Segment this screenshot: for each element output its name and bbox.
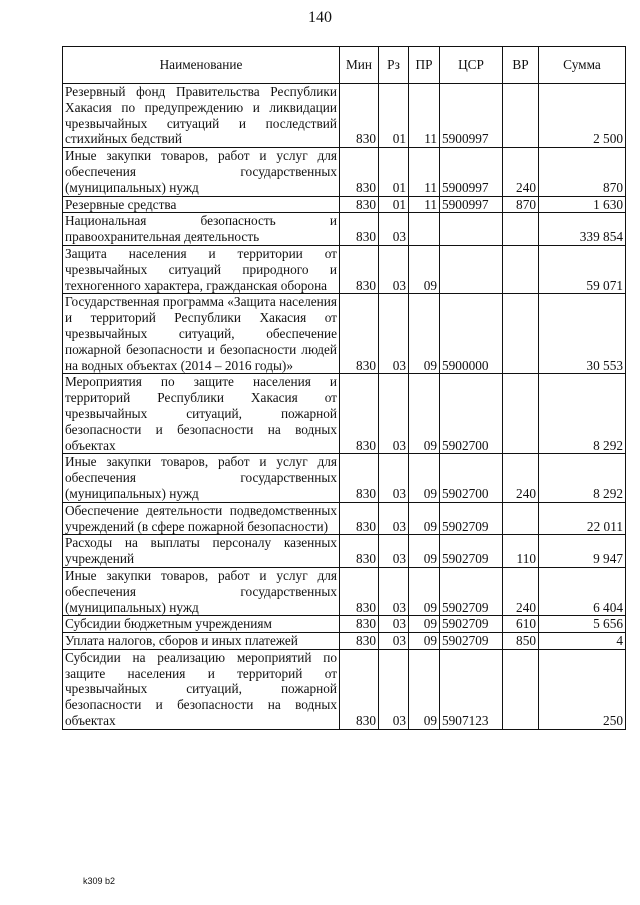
row-pr xyxy=(409,213,440,246)
row-min: 830 xyxy=(340,213,379,246)
row-min: 830 xyxy=(340,633,379,650)
row-rz: 03 xyxy=(379,649,409,729)
row-rz: 03 xyxy=(379,616,409,633)
row-sum: 870 xyxy=(539,148,626,196)
row-sum: 5 656 xyxy=(539,616,626,633)
row-rz: 03 xyxy=(379,567,409,615)
header-name: Наименование xyxy=(63,47,340,84)
row-csr: 5900997 xyxy=(440,148,503,196)
table-row xyxy=(63,374,626,454)
header-min: Мин xyxy=(340,47,379,84)
row-rz: 01 xyxy=(379,196,409,213)
row-vr: 240 xyxy=(503,454,539,502)
row-rz: 03 xyxy=(379,294,409,374)
row-pr: 09 xyxy=(409,245,440,293)
table-row xyxy=(63,245,626,293)
row-min: 830 xyxy=(340,567,379,615)
row-min: 830 xyxy=(340,84,379,148)
row-csr: 5900997 xyxy=(440,196,503,213)
row-rz: 01 xyxy=(379,84,409,148)
row-rz: 03 xyxy=(379,502,409,535)
row-pr: 09 xyxy=(409,502,440,535)
row-csr: 5902709 xyxy=(440,502,503,535)
row-name: Субсидии бюджетным учреждениям xyxy=(63,616,340,633)
row-csr: 5902709 xyxy=(440,567,503,615)
row-csr: 5900997 xyxy=(440,84,503,148)
footer-code: k309 b2 xyxy=(83,876,116,886)
row-min: 830 xyxy=(340,374,379,454)
row-sum: 250 xyxy=(539,649,626,729)
header-pr: ПР xyxy=(409,47,440,84)
row-csr: 5902700 xyxy=(440,454,503,502)
table-row xyxy=(63,84,626,148)
row-rz: 03 xyxy=(379,374,409,454)
page-number: 140 xyxy=(308,9,332,26)
row-sum: 4 xyxy=(539,633,626,650)
row-vr xyxy=(503,213,539,246)
row-pr: 09 xyxy=(409,294,440,374)
row-pr: 09 xyxy=(409,454,440,502)
row-pr: 09 xyxy=(409,649,440,729)
row-min: 830 xyxy=(340,148,379,196)
row-name: Резервный фонд Правительства Республики Хакасия по предупреждению и ликвидации чрезвычайных ситуаций и последствий стихийных бедствий xyxy=(63,84,340,148)
row-min: 830 xyxy=(340,502,379,535)
row-sum: 8 292 xyxy=(539,374,626,454)
row-name: Резервные средства xyxy=(63,196,340,213)
row-vr xyxy=(503,649,539,729)
row-csr xyxy=(440,213,503,246)
row-rz: 03 xyxy=(379,633,409,650)
row-name: Уплата налогов, сборов и иных платежей xyxy=(63,633,340,650)
row-vr: 870 xyxy=(503,196,539,213)
row-vr xyxy=(503,374,539,454)
row-min: 830 xyxy=(340,616,379,633)
header-sum: Сумма xyxy=(539,47,626,84)
row-sum: 8 292 xyxy=(539,454,626,502)
row-name: Национальная безопасность и правоохранительная деятельность xyxy=(63,213,340,246)
row-name: Субсидии на реализацию мероприятий по защите населения и территорий от чрезвычайных ситуаций, пожарной безопасности и безопасности на водных объектах xyxy=(63,649,340,729)
row-min: 830 xyxy=(340,535,379,568)
row-sum: 59 071 xyxy=(539,245,626,293)
row-name: Иные закупки товаров, работ и услуг для обеспечения государственных (муниципальных) нужд xyxy=(63,148,340,196)
table-row xyxy=(63,294,626,374)
table-row xyxy=(63,535,626,568)
row-pr: 09 xyxy=(409,374,440,454)
row-vr: 110 xyxy=(503,535,539,568)
row-vr xyxy=(503,294,539,374)
table-row xyxy=(63,616,626,633)
row-min: 830 xyxy=(340,294,379,374)
row-vr: 850 xyxy=(503,633,539,650)
row-vr: 610 xyxy=(503,616,539,633)
row-csr xyxy=(440,245,503,293)
row-name: Государственная программа «Защита населения и территорий Республики Хакасия от чрезвычайных ситуаций, обеспечение пожарной безопасности и безопасности людей на водных объектах (2014 – 2016 годы)» xyxy=(63,294,340,374)
row-pr: 09 xyxy=(409,633,440,650)
header-rz: Рз xyxy=(379,47,409,84)
row-vr xyxy=(503,502,539,535)
table-row xyxy=(63,633,626,650)
row-csr: 5902700 xyxy=(440,374,503,454)
row-pr: 11 xyxy=(409,148,440,196)
row-pr: 09 xyxy=(409,535,440,568)
row-name: Расходы на выплаты персоналу казенных учреждений xyxy=(63,535,340,568)
row-pr: 11 xyxy=(409,196,440,213)
row-vr xyxy=(503,84,539,148)
row-csr: 5900000 xyxy=(440,294,503,374)
row-min: 830 xyxy=(340,649,379,729)
row-sum: 30 553 xyxy=(539,294,626,374)
table-row xyxy=(63,213,626,246)
table-row xyxy=(63,454,626,502)
row-sum: 6 404 xyxy=(539,567,626,615)
row-rz: 03 xyxy=(379,535,409,568)
table-header-row xyxy=(63,47,626,84)
row-rz: 03 xyxy=(379,213,409,246)
row-sum: 9 947 xyxy=(539,535,626,568)
row-sum: 22 011 xyxy=(539,502,626,535)
row-csr: 5902709 xyxy=(440,633,503,650)
row-pr: 09 xyxy=(409,616,440,633)
header-csr: ЦСР xyxy=(440,47,503,84)
row-sum: 2 500 xyxy=(539,84,626,148)
row-min: 830 xyxy=(340,245,379,293)
row-rz: 03 xyxy=(379,454,409,502)
row-pr: 09 xyxy=(409,567,440,615)
row-csr: 5902709 xyxy=(440,616,503,633)
row-vr: 240 xyxy=(503,148,539,196)
row-min: 830 xyxy=(340,454,379,502)
row-name: Обеспечение деятельности подведомственных учреждений (в сфере пожарной безопасности) xyxy=(63,502,340,535)
header-vr: ВР xyxy=(503,47,539,84)
table-row xyxy=(63,567,626,615)
row-csr: 5902709 xyxy=(440,535,503,568)
row-vr xyxy=(503,245,539,293)
table-row xyxy=(63,649,626,729)
table-row xyxy=(63,196,626,213)
budget-table xyxy=(62,46,626,730)
row-rz: 03 xyxy=(379,245,409,293)
row-sum: 1 630 xyxy=(539,196,626,213)
row-vr: 240 xyxy=(503,567,539,615)
row-name: Мероприятия по защите населения и территорий Республики Хакасия от чрезвычайных ситуаций, пожарной безопасности и безопасности на водных объектах xyxy=(63,374,340,454)
table-row xyxy=(63,148,626,196)
row-name: Иные закупки товаров, работ и услуг для обеспечения государственных (муниципальных) нужд xyxy=(63,567,340,615)
row-rz: 01 xyxy=(379,148,409,196)
row-min: 830 xyxy=(340,196,379,213)
table-row xyxy=(63,502,626,535)
row-csr: 5907123 xyxy=(440,649,503,729)
row-pr: 11 xyxy=(409,84,440,148)
row-name: Иные закупки товаров, работ и услуг для обеспечения государственных (муниципальных) нужд xyxy=(63,454,340,502)
row-sum: 339 854 xyxy=(539,213,626,246)
row-name: Защита населения и территории от чрезвычайных ситуаций природного и техногенного характера, гражданская оборона xyxy=(63,245,340,293)
